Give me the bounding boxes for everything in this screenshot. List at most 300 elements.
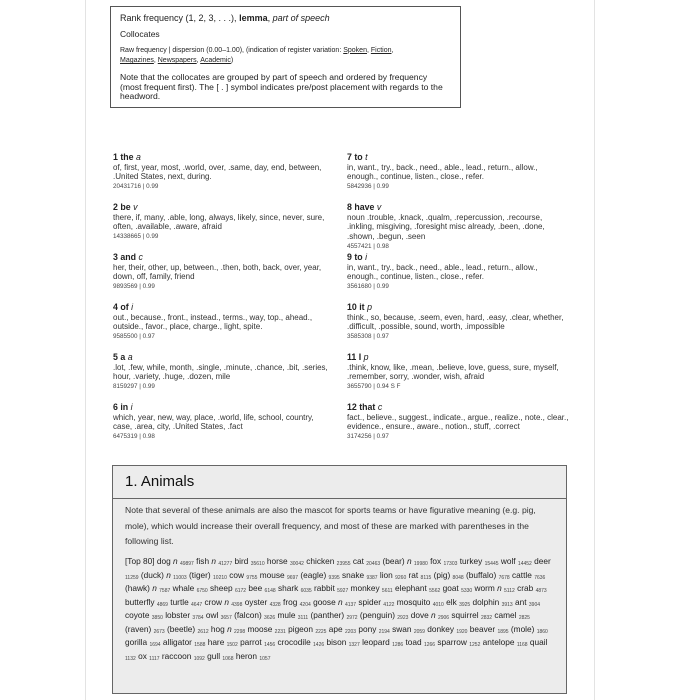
animal-item [472,583,515,593]
animal-frequency: 11003 [173,574,187,581]
animal-word: heron [235,651,258,662]
animal-word: alligator [162,637,192,648]
animal-word: oyster [244,596,268,607]
entry-headword [347,302,569,313]
animal-word: goat [442,583,459,594]
animal-frequency: 6750 [196,588,208,595]
entry-pos: p [367,302,372,312]
animal-frequency: 1860 [536,628,548,635]
frequency-entry [113,402,335,452]
animal-word: dove [410,610,429,621]
animal-word: shark [277,583,299,594]
animal-frequency: 9755 [246,574,258,581]
animal-item [360,637,403,647]
animal-pos: n [406,555,412,566]
animal-frequency: 3784 [192,615,204,622]
animal-word: (tiger) [189,569,211,580]
animal-word: (raven) [125,623,152,634]
entry-pos: a [127,352,133,362]
animal-word: hare [207,637,225,648]
entry-collocates: in, want., try., back., need., able., lead., return., allow., enough., continue, listen., close., refer. [347,262,538,282]
animal-item [390,624,425,634]
entry-lemma: 3 and [113,252,136,262]
animal-word: turtle [170,596,189,607]
animal-word: antelope [482,637,515,648]
animal-item [125,624,165,634]
animal-item [515,583,547,593]
animal-item [155,556,194,566]
animal-pos: n [152,583,157,594]
animal-item [194,556,232,566]
animal-frequency: 2231 [274,628,286,635]
frequency-entry [347,152,569,202]
animal-frequency: 1456 [264,642,276,649]
animal-item [428,556,458,566]
entry-headword [113,402,335,413]
animal-frequency: 2832 [480,615,493,622]
entry-collocates: .think, know, like, .mean, .believe, love, guess, sure, myself, .remember, sorry, .wonder, wish, afraid [347,362,559,382]
animal-word: worm [474,583,495,594]
animal-frequency: 1057 [259,656,271,663]
animal-frequency: 1426 [313,642,325,649]
animal-item [209,624,246,634]
entry-frequency: 14338665 | 0.99 [113,233,159,241]
animal-item [208,583,246,593]
animal-frequency: 3850 [151,615,163,622]
entry-frequency: 20431716 | 0.99 [113,183,159,191]
animal-word: dog [156,555,171,566]
animal-word: (hawk) [125,583,150,594]
frequency-entry [347,202,569,252]
animal-frequency: 41277 [218,560,233,567]
key-raw-frequency: Raw frequency | dispersion (0.00–1.00), (indication of register variation: Spoken, Fiction, Magazines, Newspapers, Academic) [120,46,394,65]
animal-word: sparrow [437,637,467,648]
animal-word: parrot [240,637,262,648]
frequency-entry [347,352,569,402]
entry-collocates: there, if, many, .able, long, always, likely, since, never, sure, often, .available, .aware, afraid [113,212,325,232]
animal-frequency: 4204 [299,601,311,608]
animal-word: gull [207,651,221,662]
animal-frequency: 3626 [264,615,276,622]
animal-item [509,624,548,634]
animal-item [232,610,275,620]
animal-item [265,556,304,566]
animal-item [326,624,356,634]
animal-item [358,610,409,620]
animal-frequency: 5330 [461,588,473,595]
animal-item [356,624,390,634]
key-heading-pos: part of speech [272,13,330,23]
animal-item [275,637,324,647]
animal-word: ox [138,651,147,662]
animal-word: (beetle) [167,623,196,634]
animal-item [125,583,170,593]
animal-item [125,597,168,607]
animal-item [351,556,381,566]
entry-frequency: 8159297 | 0.99 [113,383,155,391]
animal-item [136,651,160,661]
animal-word: gorilla [125,637,148,648]
animal-word: bird [234,555,249,566]
animal-word: dolphin [472,596,500,607]
animal-item [470,597,513,607]
animal-word: rat [408,569,419,580]
frequency-entry [113,152,335,202]
animal-word: crow [204,596,222,607]
animal-frequency: 4328 [269,601,281,608]
animal-word: (panther) [310,610,345,621]
animal-word: swan [392,623,412,634]
animal-word: (eagle) [300,569,327,580]
animal-word: crab [517,583,534,594]
animal-word: coyote [125,610,150,621]
key-heading-prefix: Rank frequency (1, 2, 3, . . .), [120,13,240,23]
animal-word: crocodile [277,637,311,648]
entry-headword [113,352,335,363]
animal-frequency: 4010 [432,601,444,608]
animal-item [425,624,468,634]
animal-item [125,637,161,647]
animal-word: cattle [512,569,532,580]
animal-word: chicken [306,555,335,566]
animal-item [242,597,280,607]
entry-lemma: 5 a [113,352,126,362]
animal-item [403,637,435,647]
entry-headword [113,252,335,263]
animal-word: (buffalo) [465,569,497,580]
animal-word: mule [277,610,296,621]
animal-frequency: 5112 [504,588,515,595]
animal-item [378,570,407,580]
animal-item [480,637,527,647]
animal-word: cat [352,555,364,566]
animal-word: snake [341,569,365,580]
animal-frequency: 19980 [413,560,428,567]
animal-frequency: 10210 [213,574,227,581]
animal-frequency: 1286 [392,642,404,649]
animal-item [232,556,264,566]
animal-frequency: 9387 [366,574,378,581]
animals-box [112,465,567,694]
animal-frequency: 4869 [156,601,168,608]
entry-collocates: think., so, because, .seem, even, hard, .easy, .clear, whether, .difficult, .possible, sound, worth, .impossible [347,312,564,332]
entry-headword [347,402,569,413]
key-collocates: Collocates [120,29,160,40]
entry-pos: a [136,152,141,162]
animal-frequency: 2972 [346,615,358,622]
animal-frequency: 5611 [381,588,393,595]
animal-item [311,597,356,607]
animal-frequency: 2298 [234,628,246,635]
entry-collocates: of, first, year, most, .world, over, .same, day, end, between, .United States, next, during. [113,162,322,182]
animal-pos: n [211,555,217,566]
animal-frequency: 2194 [378,628,390,635]
entry-lemma: 10 it [347,302,365,312]
entry-headword [113,152,335,163]
animal-word: quail [529,637,548,648]
entry-pos: i [131,302,134,312]
entry-lemma: 11 I [347,352,362,362]
animal-word: elk [446,596,457,607]
animal-frequency: 8115 [420,574,432,581]
entry-frequency: 6475319 | 0.98 [113,433,155,441]
animal-word: (bear) [382,555,405,566]
animal-frequency: 20463 [366,560,381,567]
animal-item [380,556,428,566]
key-register-fiction: Fiction [370,46,392,54]
animal-word: toad [405,637,422,648]
entry-frequency: 3585308 | 0.97 [347,333,389,341]
entry-frequency: 3174256 | 0.97 [347,433,389,441]
animal-frequency: 3111 [297,615,309,622]
animal-item [245,624,286,634]
animal-frequency: 1920 [456,628,468,635]
entry-collocates: which, year, new, way, place, .world, life, school, country, case, .area, city, .United States, .fact [113,412,314,432]
entry-frequency: 9893569 | 0.99 [113,283,155,291]
animal-item [168,597,202,607]
animal-frequency: 14452 [517,560,532,567]
animal-frequency: 7678 [498,574,510,581]
key-heading-sep: , [267,13,273,23]
animal-item [394,597,443,607]
animal-item [457,556,498,566]
animal-word: (penguin) [359,610,395,621]
animal-frequency: 1092 [193,656,205,663]
animal-frequency: 4137 [344,601,357,608]
entry-pos: i [365,252,368,262]
animal-pos: n [431,610,436,621]
animal-word: (pig) [433,569,451,580]
animal-word: wolf [500,555,516,566]
entry-pos: c [138,252,143,262]
animal-word: hog [210,623,225,634]
animal-item [440,583,472,593]
animal-pos: n [227,623,232,634]
animal-frequency: 3657 [220,615,232,622]
animal-pos: n [173,555,178,566]
animal-word: frog [283,596,298,607]
key-heading-lemma: lemma [239,13,268,23]
animal-item [513,597,540,607]
frequency-entry [347,402,569,452]
animal-item [406,570,431,580]
entry-lemma: 8 have [347,202,375,212]
animal-item [139,570,187,580]
animal-item [356,597,394,607]
animal-item [324,637,360,647]
entry-pos: v [133,202,138,212]
animal-frequency: 9260 [395,574,407,581]
animal-word: whale [172,583,195,594]
animal-frequency: 3904 [528,601,541,608]
animal-item [393,583,441,593]
animal-item [449,610,492,620]
animal-item [444,597,470,607]
entry-collocates: noun .trouble, .knack, .qualm, .repercussion, .recourse, .inkling, misgiving, .foresight misc already, .been, .done, .shown, .begun, .seen [347,212,545,242]
animal-item [304,556,351,566]
entry-pos: v [376,202,382,212]
animal-frequency: 6148 [264,588,276,595]
animal-item [246,583,276,593]
animal-frequency: 1068 [222,656,234,663]
animal-word: ape [328,623,343,634]
animal-item [205,637,237,647]
animal-pos: n [224,596,229,607]
animal-word: sheep [210,583,233,594]
animal-item [510,570,546,580]
animal-frequency: 9697 [286,574,299,581]
animal-word: lion [379,569,393,580]
animal-frequency: 1327 [348,642,360,649]
animal-word: pigeon [288,623,314,634]
animal-frequency: 2612 [197,628,209,635]
animal-frequency: 9395 [328,574,340,581]
animal-frequency: 2673 [153,628,165,635]
entry-frequency: 5842936 | 0.99 [347,183,389,191]
animal-frequency: 1132 [125,656,136,663]
animal-item [492,610,530,620]
animal-item [276,583,312,593]
entry-headword [347,202,569,213]
animal-word: leopard [362,637,390,648]
entry-frequency: 3655790 | 0.94 S F [347,383,401,391]
animal-item [499,556,532,566]
animal-word: (mole) [510,623,535,634]
animal-frequency: 7636 [534,574,546,581]
animal-frequency: 49897 [179,560,194,567]
animal-item [467,624,508,634]
entry-headword [113,302,335,313]
animal-frequency: 4398 [231,601,243,608]
animal-word: lobster [165,610,191,621]
key-raw-text: Raw frequency | dispersion (0.00–1.00), (indication of register variation: [120,46,344,54]
key-register-spoken: Spoken [343,46,367,54]
animal-item [257,570,298,580]
animal-word: fish [196,555,210,566]
animal-frequency: 15445 [484,560,499,567]
animal-frequency: 1252 [469,642,481,649]
frequency-entry [347,302,569,352]
animal-item [298,570,340,580]
animal-frequency: 5562 [429,588,441,595]
animal-word: mosquito [396,596,431,607]
animal-pos: n [497,583,502,594]
animal-word: (falcon) [234,610,262,621]
animal-item [163,610,204,620]
animal-frequency: 1168 [516,642,528,649]
animal-frequency: 1117 [149,656,160,663]
animal-frequency: 2059 [413,628,425,635]
animal-word: donkey [427,623,455,634]
animals-intro: Note that several of these animals are also the mascot for sports teams or have figurative meaning (e.g. pig, mole), which would increase their overall frequency, and most of these are marked with parentheses in the following list. [125,505,536,547]
animal-item [435,637,480,647]
animal-word: (duck) [140,569,164,580]
key-register-magazines: Magazines [120,57,154,65]
animal-word: butterfly [125,596,155,607]
animal-frequency: 4647 [191,601,203,608]
animal-frequency: 1588 [194,642,206,649]
animal-word: owl [205,610,219,621]
animal-item [187,570,227,580]
animal-item [431,570,463,580]
animal-word: spider [358,596,381,607]
animal-word: bee [248,583,263,594]
entry-pos: p [363,352,369,362]
animal-item [281,597,311,607]
animal-item [340,570,378,580]
entry-collocates: out., because., front., instead., terms., way, top., ahead., outside., favor., place, charge., light, spite. [113,312,313,332]
animal-item [125,610,163,620]
entry-lemma: 2 be [113,202,131,212]
animal-item [286,624,327,634]
entry-lemma: 12 that [347,402,376,412]
animal-pos: n [166,569,171,580]
animal-frequency: 2203 [344,628,357,635]
animal-word: beaver [469,623,496,634]
animal-word: horse [266,555,288,566]
animal-item [161,637,206,647]
entry-headword [347,152,569,163]
entry-lemma: 7 to [347,152,363,162]
frequency-entry [113,302,335,352]
entry-lemma: 6 in [113,402,129,412]
animal-word: camel [494,610,517,621]
frequency-entry [113,352,335,402]
animal-frequency: 17303 [443,560,458,567]
animal-frequency: 1694 [149,642,161,649]
animal-item [275,610,308,620]
entry-collocates: fact., believe., suggest., indicate., argue., realize., note., clear., evidence., ensure., aware., notion., stuff, .correct [347,412,569,432]
animal-word: mouse [259,569,285,580]
entry-pos: i [130,402,133,412]
entry-pos: c [377,402,383,412]
animal-frequency: 30042 [290,560,304,567]
frequency-entry [347,252,569,302]
animal-word: goose [313,596,336,607]
key-note: Note that the collocates are grouped by part of speech and ordered by frequency (most frequent first). The [ . ] symbol indicates pre/post placement with regards to the headword. [120,72,443,102]
entry-lemma: 1 the [113,152,134,162]
animal-word: deer [534,555,551,566]
animal-frequency: 2906 [437,615,450,622]
entry-collocates: her, their, other, up, between., .then, both, back, over, year, down, off, family, friend [113,262,322,282]
animal-frequency: 1502 [226,642,238,649]
animal-frequency: 7587 [159,588,171,595]
animal-word: ant [515,596,527,607]
animal-item [160,651,205,661]
animal-item [204,610,232,620]
animal-item [165,624,209,634]
animal-word: squirrel [451,610,479,621]
animal-word: bison [326,637,347,648]
animal-item [312,583,349,593]
animal-frequency: 23955 [336,560,351,567]
animal-frequency: 1895 [497,628,509,635]
animal-frequency: 4122 [383,601,395,608]
entry-headword [113,202,335,213]
animal-frequency: 3913 [501,601,513,608]
entry-lemma: 4 of [113,302,129,312]
key-register-newspapers: Newspapers [157,57,197,65]
animal-word: turkey [459,555,483,566]
key-register-academic: Academic [200,57,231,65]
entry-lemma: 9 to [347,252,363,262]
entries-left-column [113,152,335,452]
animal-item [464,570,510,580]
animal-item [170,583,207,593]
entry-collocates: .lot, .few, while, month, .single, .minute, .chance, .bit, .series, hour, .variety, .huge, .dozen, mile [113,362,328,382]
animal-frequency: 2225 [315,628,327,635]
entry-pos: t [365,152,368,162]
